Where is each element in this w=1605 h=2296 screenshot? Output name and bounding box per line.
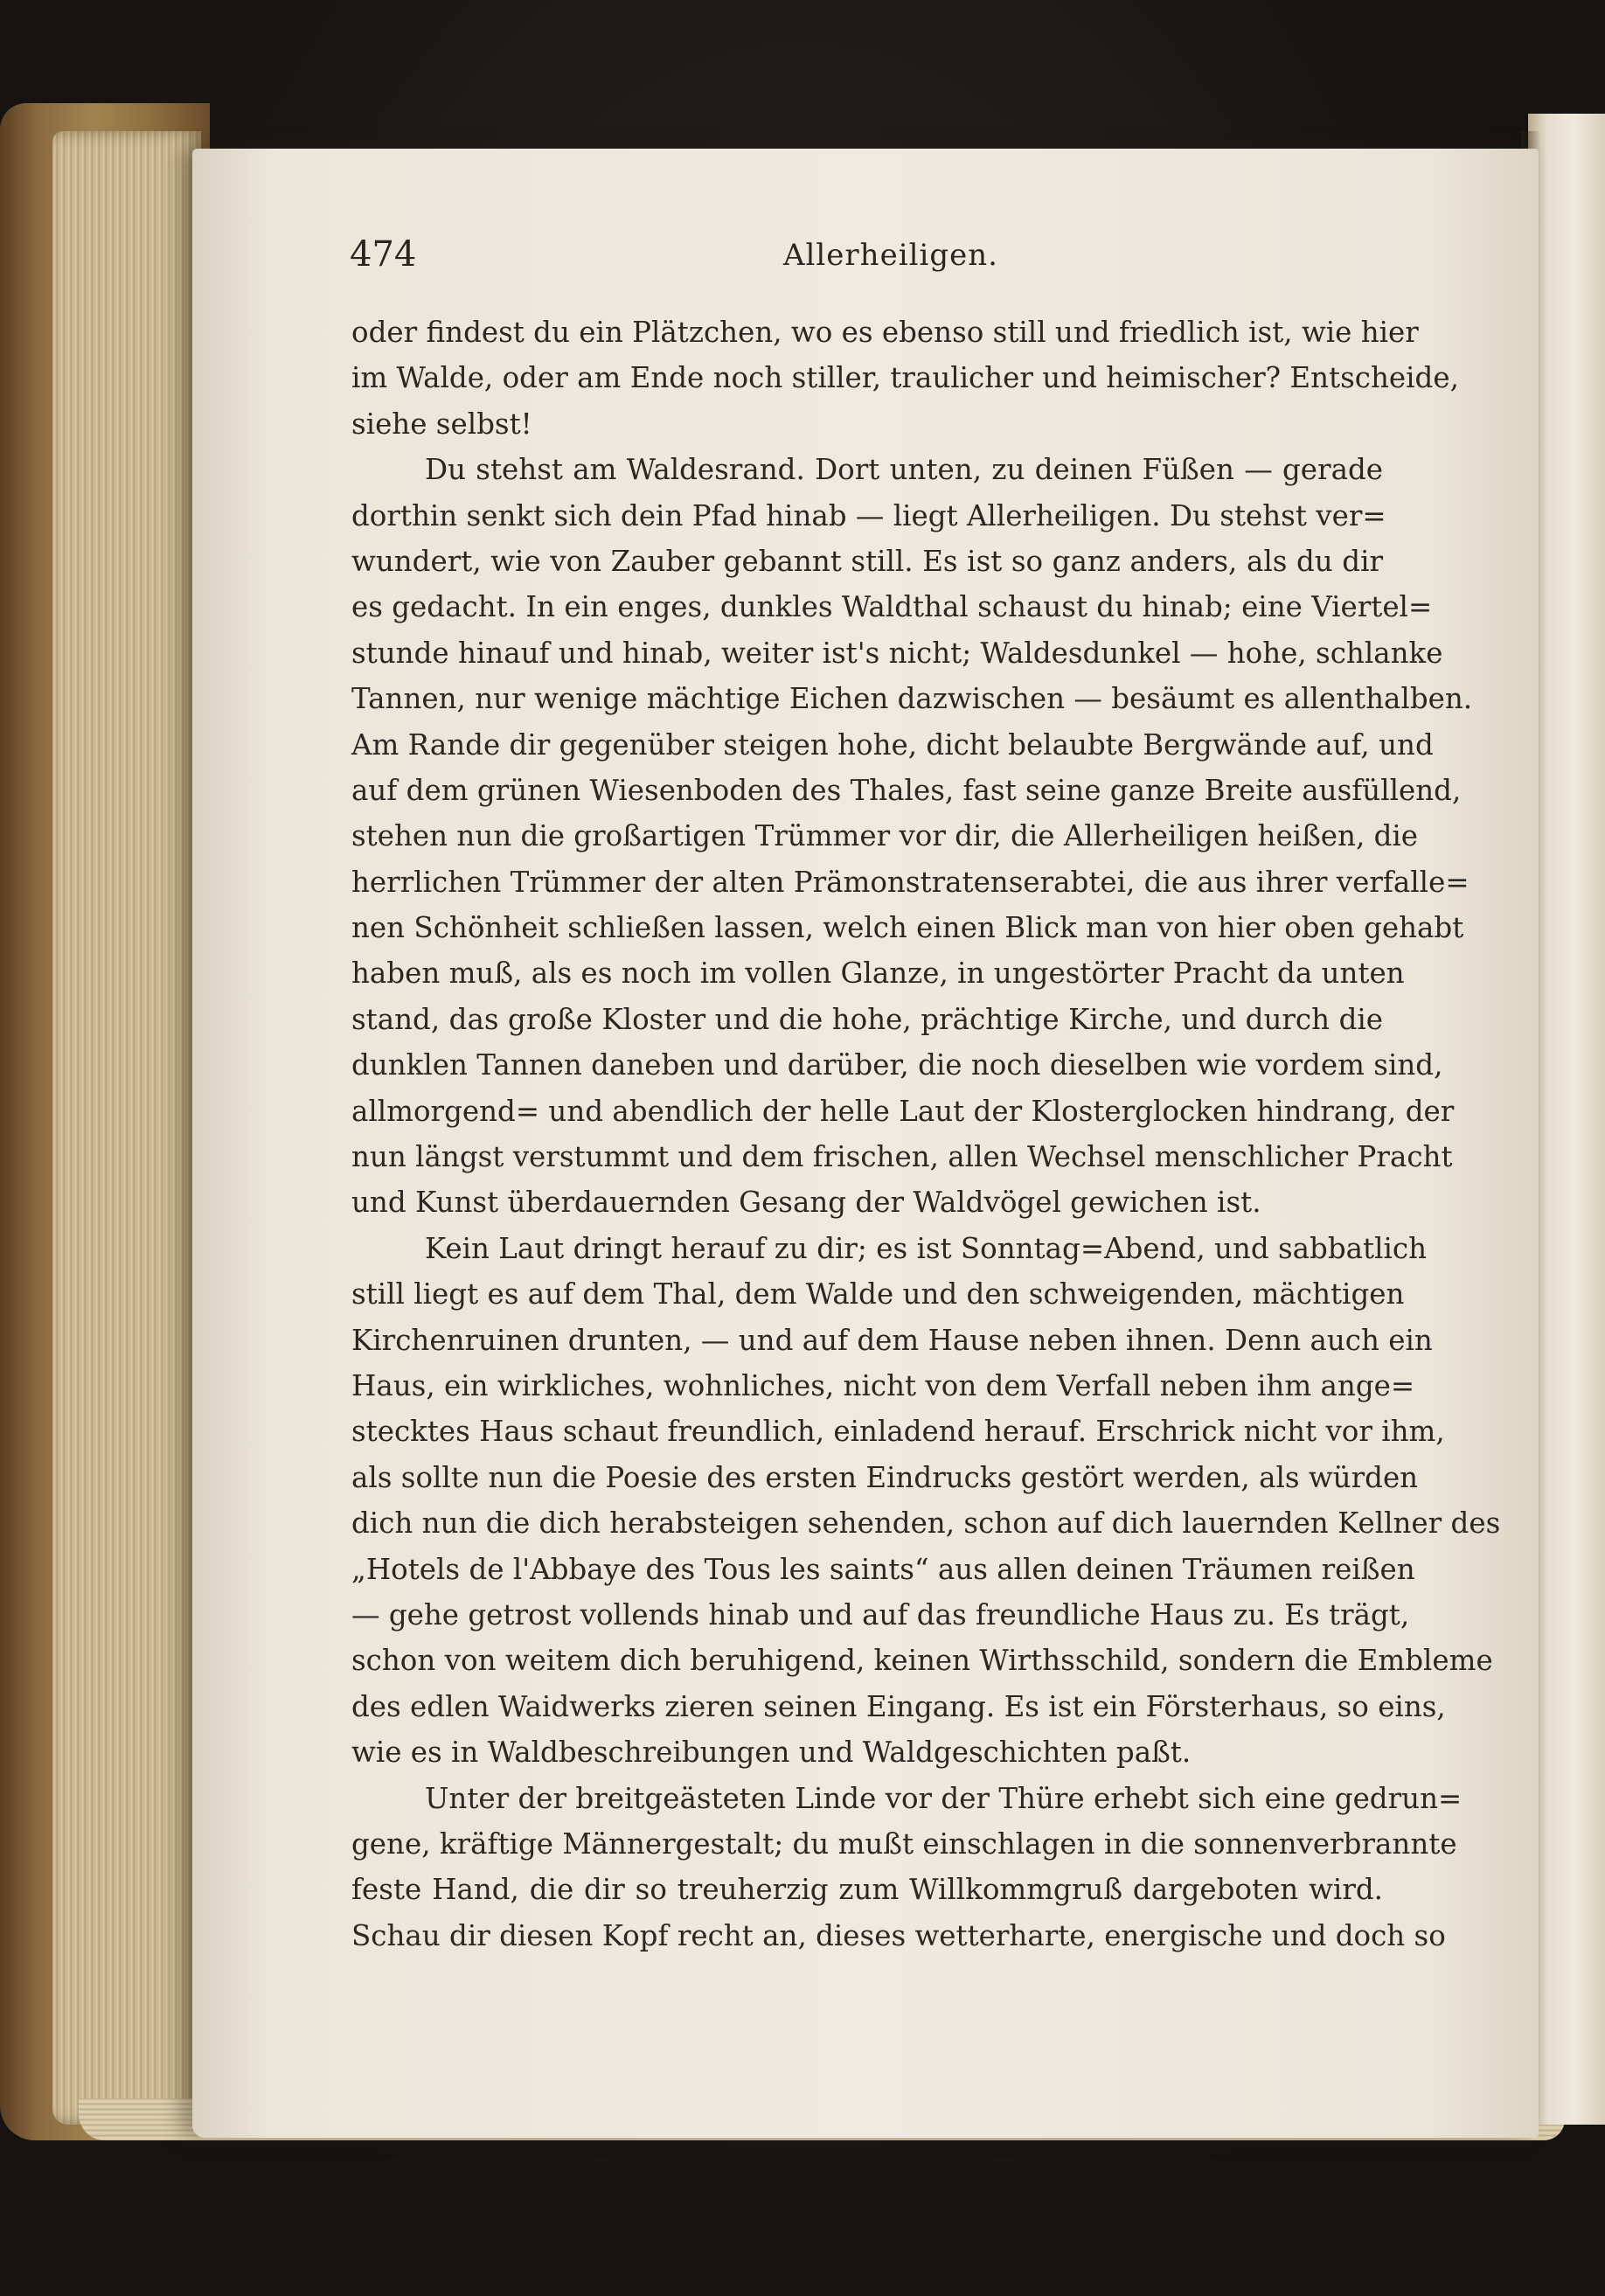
text-line: Du stehst am Waldesrand. Dort unten, zu deinen Füßen — gerade (425, 453, 1383, 487)
text-line: oder findest du ein Plätzchen, wo es ebenso still und friedlich ist, wie hier (351, 316, 1419, 349)
page-number: 474 (350, 234, 417, 275)
text-line: nun längst verstummt und dem frischen, allen Wechsel menschlicher Pracht (351, 1140, 1453, 1174)
text-line: Kirchenruinen drunten, — und auf dem Hause neben ihnen. Denn auch ein (351, 1323, 1433, 1357)
text-line: stand, das große Kloster und die hohe, prächtige Kirche, und durch die (351, 1002, 1383, 1036)
text-line: es gedacht. In ein enges, dunkles Waldthal schaust du hinab; eine Viertel= (351, 590, 1433, 624)
page-header (350, 234, 998, 278)
text-line: stunde hinauf und hinab, weiter ist's nicht; Waldesdunkel — hohe, schlanke (351, 636, 1443, 670)
running-title: Allerheiligen. (783, 238, 998, 273)
text-line: Schau dir diesen Kopf recht an, dieses wetterharte, energische und doch so (351, 1918, 1446, 1952)
text-line: dunklen Tannen daneben und darüber, die noch dieselben wie vordem sind, (351, 1048, 1443, 1082)
text-line: siehe selbst! (351, 407, 532, 441)
text-line: herrlichen Trümmer der alten Prämonstratenserabtei, die aus ihrer verfalle= (351, 865, 1470, 899)
page-stack-left (52, 131, 201, 2125)
text-line: Kein Laut dringt herauf zu dir; es ist Sonntag=Abend, und sabbatlich (425, 1231, 1428, 1265)
body-text (351, 310, 1501, 1959)
text-line: Am Rande dir gegenüber steigen hohe, dicht belaubte Bergwände auf, und (351, 727, 1434, 762)
text-line: feste Hand, die dir so treuherzig zum Willkommgruß dargeboten wird. (351, 1873, 1383, 1907)
text-line: still liegt es auf dem Thal, dem Walde und den schweigenden, mächtigen (351, 1277, 1405, 1312)
text-line: „Hotels de l'Abbaye des Tous les saints“ aus allen deinen Träumen reißen (351, 1552, 1415, 1586)
text-line: — gehe getrost vollends hinab und auf das freundliche Haus zu. Es trägt, (351, 1597, 1410, 1632)
text-line: auf dem grünen Wiesenboden des Thales, fast seine ganze Breite ausfüllend, (351, 773, 1462, 807)
text-line: und Kunst überdauernden Gesang der Waldvögel gewichen ist. (351, 1186, 1261, 1220)
text-line: Unter der breitgeästeten Linde vor der Thüre erhebt sich eine gedrun= (425, 1781, 1463, 1815)
text-line: wundert, wie von Zauber gebannt still. Es ist so ganz anders, als du dir (351, 544, 1383, 578)
text-line: haben muß, als es noch im vollen Glanze, in ungestörter Pracht da unten (351, 957, 1405, 991)
text-line: schon von weitem dich beruhigend, keinen Wirthsschild, sondern die Embleme (351, 1644, 1493, 1678)
text-line: dich nun die dich herabsteigen sehenden, schon auf dich lauernden Kellner des (351, 1506, 1501, 1541)
text-line: Tannen, nur wenige mächtige Eichen dazwischen — besäumt es allenthalben. (351, 682, 1473, 716)
text-line: allmorgend= und abendlich der helle Laut der Klosterglocken hindrang, der (351, 1094, 1455, 1128)
text-line: nen Schönheit schließen lassen, welch einen Blick man von hier oben gehabt (351, 911, 1464, 945)
text-line: stehen nun die großartigen Trümmer vor dir, die Allerheiligen heißen, die (351, 819, 1419, 853)
text-line: gene, kräftige Männergestalt; du mußt einschlagen in die sonnenverbrannte (351, 1826, 1457, 1861)
text-line: als sollte nun die Poesie des ersten Eindrucks gestört werden, als würden (351, 1460, 1419, 1494)
text-line: stecktes Haus schaut freundlich, einladend herauf. Erschrick nicht vor ihm, (351, 1415, 1445, 1449)
text-line: des edlen Waidwerks zieren seinen Eingang. Es ist ein Försterhaus, so eins, (351, 1689, 1446, 1723)
text-line: Haus, ein wirkliches, wohnliches, nicht von dem Verfall neben ihm ange= (351, 1368, 1415, 1402)
text-line: wie es in Waldbeschreibungen und Waldgeschichten paßt. (351, 1736, 1192, 1770)
text-line: dorthin senkt sich dein Pfad hinab — liegt Allerheiligen. Du stehst ver= (351, 498, 1386, 532)
text-line: im Walde, oder am Ende noch stiller, traulicher und heimischer? Entscheide, (351, 361, 1459, 395)
